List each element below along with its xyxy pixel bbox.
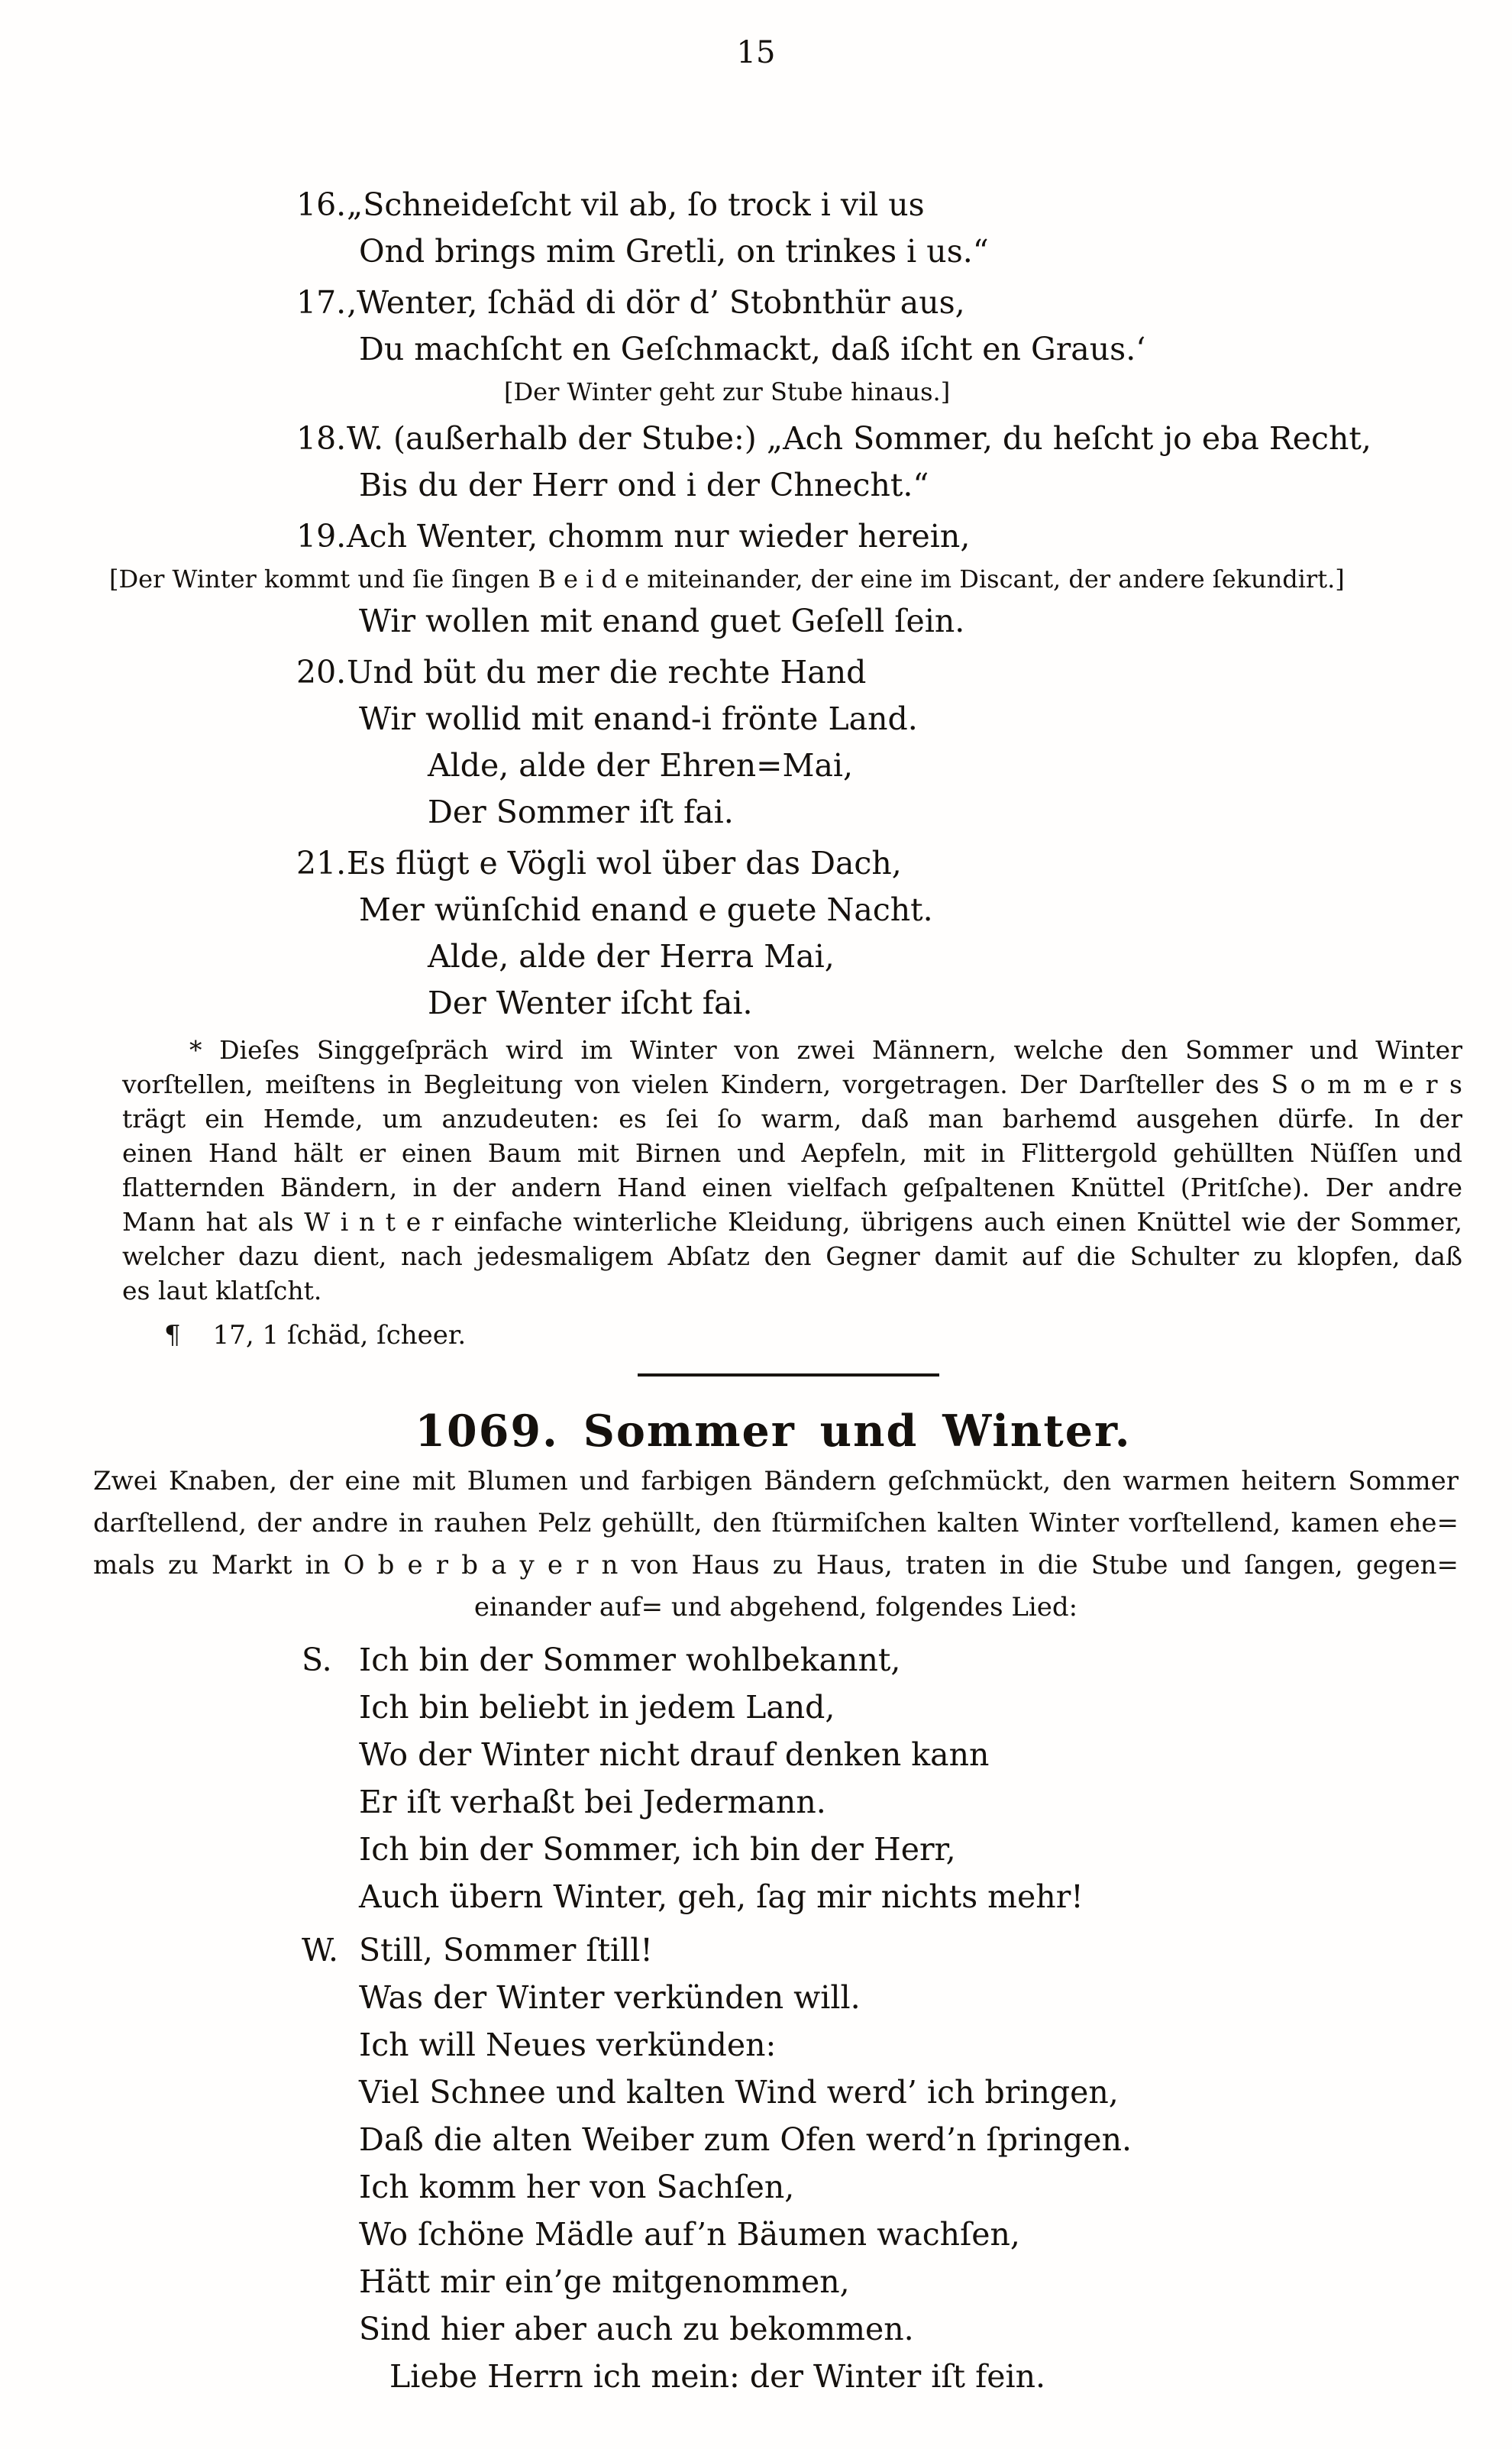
stanza-17 — [296, 280, 1481, 411]
gloss-note — [164, 1318, 466, 1352]
stanza-number: 18. — [296, 420, 347, 457]
stage-direction: [Der Winter geht zur Stube hinaus.] — [504, 377, 951, 406]
gloss-text: 17, 1 ſchäd, ſcheer. — [212, 1320, 467, 1351]
song-line: Ich bin der Sommer, ich bin der Herr, — [359, 1831, 956, 1868]
verse-line: Ond brings mim Gretli, on trinkes i us.“ — [359, 233, 989, 270]
verse-text: W. (außerhalb der Stube:) „Ach Sommer, du heſcht jo eba Recht, — [347, 420, 1371, 457]
song-line — [302, 1927, 1481, 1974]
speaker-label: W. — [302, 1932, 339, 1969]
refrain-line: Alde, alde der Ehren=Mai, — [428, 747, 854, 784]
verse-text: Es flügt e Vögli wol über das Dach, — [347, 845, 902, 882]
intro-line: Zwei Knaben, der eine mit Blumen und farbigen Bändern geſchmückt, den warmen heitern Sommer — [93, 1466, 1459, 1496]
song-line: Was der Winter verkünden will. — [359, 1979, 861, 2016]
song-block — [302, 1636, 1481, 2400]
verse-line: Du machſcht en Geſchmackt, daß iſcht en Graus.‘ — [359, 331, 1146, 367]
stanza-number: 21. — [296, 845, 347, 882]
refrain-line: Der Wenter iſcht fai. — [428, 985, 753, 1021]
stanza-number: 20. — [296, 654, 347, 691]
speaker-label: S. — [302, 1642, 332, 1678]
verse-line: Wir wollen mit enand guet Geſell ſein. — [359, 603, 965, 639]
footnote-line: trägt ein Hemde, um anzudeuten: es ſei ſo warm, daß man barhemd ausgehen dürfe. In der — [122, 1104, 1462, 1134]
page-number: 15 — [736, 35, 776, 70]
verse-text: „Schneideſcht vil ab, ſo trock i vil us — [347, 186, 925, 223]
footnote-line: flatternden Bändern, in der andern Hand einen vielfach geſpaltenen Knüttel (Pritſche). Der andre — [122, 1173, 1462, 1202]
song-line: Ich komm her von Sachſen, — [359, 2169, 795, 2205]
footnote-line: welcher dazu dient, nach jedesmaligem Abſatz den Gegner damit auf die Schulter zu klopfen, daß — [122, 1241, 1462, 1271]
refrain-line: Alde, alde der Herra Mai, — [428, 938, 835, 975]
verse-line — [296, 182, 1481, 228]
verse-block — [109, 182, 1481, 1031]
song-line: Ich will Neues verkünden: — [359, 2027, 777, 2063]
stanza-number: 19. — [296, 518, 347, 555]
verse-text: Ach Wenter, chomm nur wieder herein, — [347, 518, 971, 555]
song-stanza-winter — [302, 1927, 1481, 2400]
verse-text: ‚Wenter, ſchäd di dör d’ Stobnthür aus, — [347, 284, 965, 321]
verse-line — [296, 649, 1481, 696]
footnote-line: vorſtellen, meiſtens in Begleitung von vielen Kindern, vorgetragen. Der Darſteller des S o m m e r s — [122, 1069, 1462, 1099]
footnote-line: Mann hat als W i n t e r einfache winterliche Kleidung, übrigens auch einen Knüttel wie der Sommer, — [122, 1207, 1462, 1237]
footnote-line: es laut klatſcht. — [122, 1276, 322, 1305]
stanza-16 — [296, 182, 1481, 275]
song-text: Ich bin der Sommer wohlbekannt, — [359, 1642, 901, 1678]
song-line — [302, 1636, 1481, 1684]
intro-line: mals zu Markt in O b e r b a y e r n von Haus zu Haus, traten in die Stube und ſangen, gegen= — [93, 1550, 1459, 1580]
song-line: Wo der Winter nicht drauf denken kann — [359, 1736, 990, 1773]
song-stanza-sommer — [302, 1636, 1481, 1920]
footnote — [122, 1033, 1462, 1308]
verse-line — [296, 280, 1481, 326]
intro-line: darſtellend, der andre in rauhen Pelz gehüllt, den ſtürmiſchen kalten Winter vorſtellend, kamen ehe= — [93, 1508, 1459, 1538]
song-line: Hätt mir ein’ge mitgenommen, — [359, 2263, 850, 2300]
song-line: Auch übern Winter, geh, ſag mir nichts mehr! — [359, 1878, 1084, 1915]
verse-line: Wir wollid mit enand-i frönte Land. — [359, 700, 918, 737]
song-line: Daß die alten Weiber zum Ofen werd’n ſpringen. — [359, 2121, 1132, 2158]
stanza-number: 17. — [296, 284, 347, 321]
verse-line — [296, 513, 1481, 560]
verse-line — [296, 840, 1481, 887]
song-line: Sind hier aber auch zu bekommen. — [359, 2311, 914, 2347]
verse-text: Und büt du mer die rechte Hand — [347, 654, 867, 691]
song-text: Still, Sommer ſtill! — [359, 1932, 653, 1969]
footnote-line: einen Hand hält er einen Baum mit Birnen und Aepfeln, mit in Flittergold gehüllten Nüſſen und — [122, 1138, 1462, 1168]
pilcrow-mark: ¶ — [164, 1320, 181, 1351]
stanza-number: 16. — [296, 186, 347, 223]
stanza-18 — [296, 416, 1481, 509]
song-line: Viel Schnee und kalten Wind werd’ ich bringen, — [359, 2074, 1119, 2111]
section-divider — [638, 1373, 939, 1377]
stage-direction: [Der Winter kommt und ſie ſingen B e i d e miteinander, der eine im Discant, der andere ſekundirt.] — [109, 565, 1345, 594]
verse-line: Bis du der Herr ond i der Chnecht.“ — [359, 467, 929, 503]
verse-line: Mer wünſchid enand e guete Nacht. — [359, 891, 933, 928]
stanza-20 — [296, 649, 1481, 836]
song-line: Liebe Herrn ich mein: der Winter iſt fein. — [389, 2358, 1046, 2395]
intro-line: einander auf= und abgehend, folgendes Lied: — [473, 1592, 1078, 1622]
song-line: Er iſt verhaßt bei Jedermann. — [359, 1784, 826, 1820]
stanza-21 — [296, 840, 1481, 1027]
refrain-line: Der Sommer iſt fai. — [428, 794, 734, 830]
song-line: Wo ſchöne Mädle auf’n Bäumen wachſen, — [359, 2216, 1020, 2253]
intro-paragraph — [93, 1461, 1459, 1629]
song-line: Ich bin beliebt in jedem Land, — [359, 1689, 835, 1726]
footnote-line: * Dieſes Singgeſpräch wird im Winter von zwei Männern, welche den Sommer und Winter — [189, 1035, 1462, 1065]
stanza-19 — [109, 513, 1481, 645]
verse-line — [296, 416, 1481, 462]
section-heading: 1069. Sommer und Winter. — [415, 1406, 1132, 1457]
